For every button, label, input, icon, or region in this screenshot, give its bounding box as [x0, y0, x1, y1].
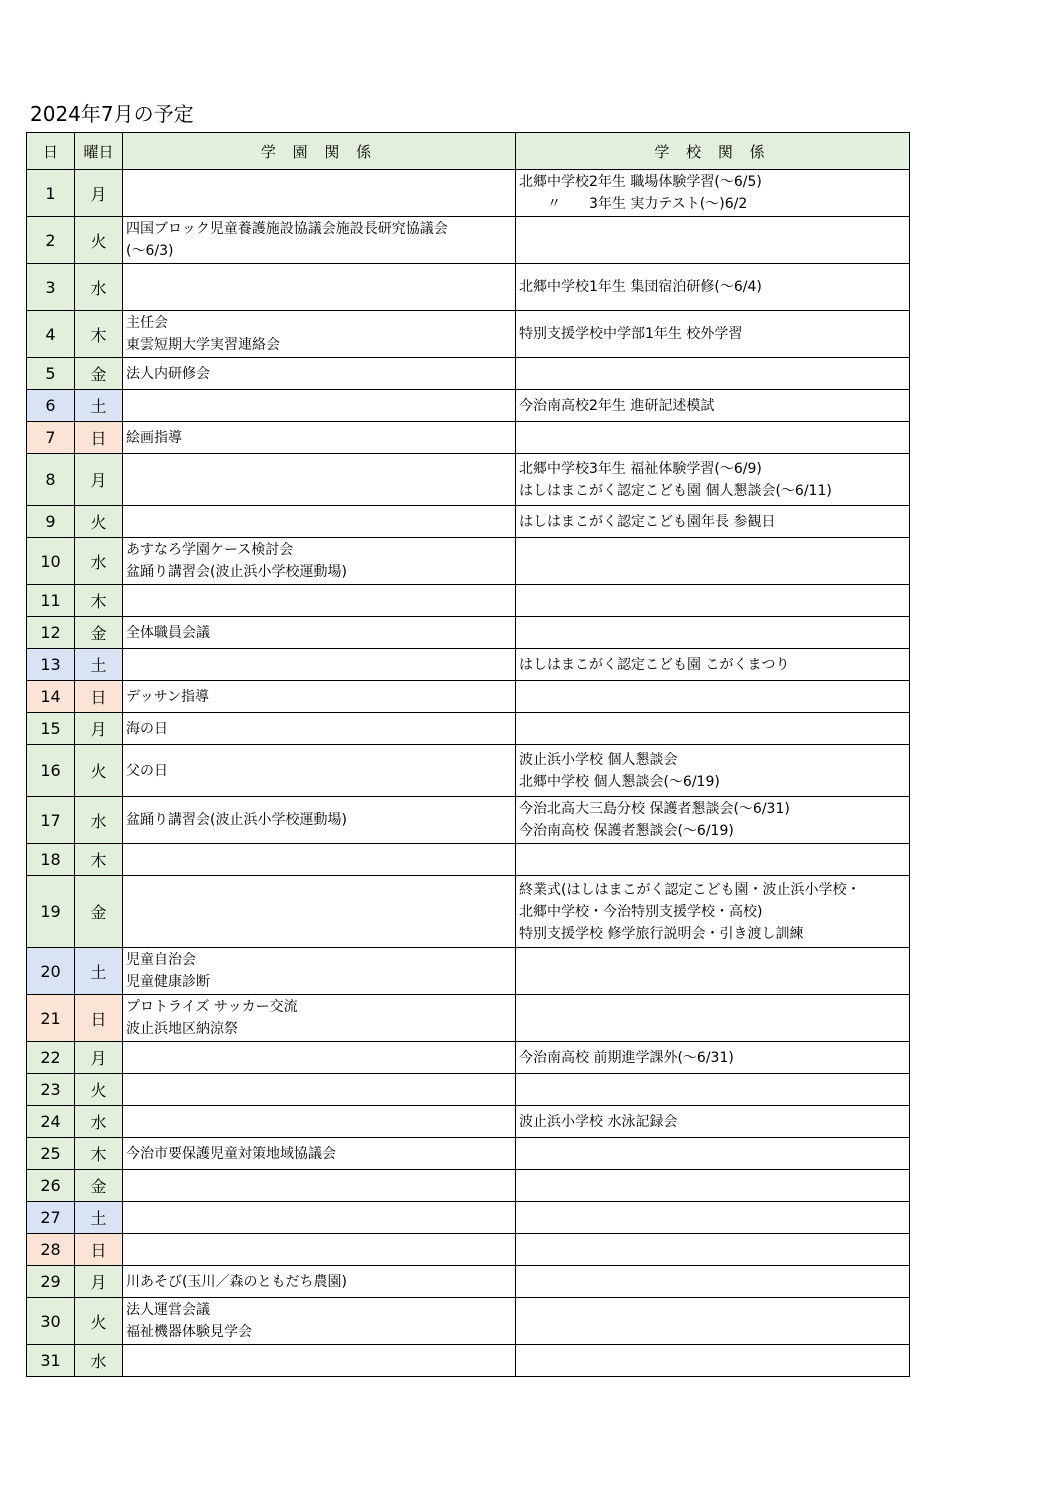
gakko-cell [516, 745, 910, 797]
gakuen-cell [123, 681, 516, 713]
event-line: 北郷中学校・今治特別支援学校・高校) [519, 903, 763, 920]
gakuen-cell [123, 1202, 516, 1234]
event-line: 福祉機器体験見学会 [126, 1324, 252, 1340]
day-cell: 10 [27, 538, 75, 585]
gakuen-cell [123, 995, 516, 1042]
gakko-cell [516, 948, 910, 995]
schedule-row [27, 1202, 910, 1234]
day-cell: 30 [27, 1298, 75, 1345]
event-line: 四国ブロック児童養護施設協議会施設長研究協議会 [126, 221, 448, 237]
gakko-cell [516, 390, 910, 422]
weekday-cell: 土 [75, 1202, 123, 1234]
header-row [27, 133, 910, 170]
schedule-row [27, 1042, 910, 1074]
schedule-row [27, 713, 910, 745]
gakuen-cell [123, 506, 516, 538]
gakuen-cell [123, 454, 516, 506]
gakuen-cell [123, 844, 516, 876]
gakko-cell [516, 454, 910, 506]
weekday-cell: 木 [75, 585, 123, 617]
gakko-cell [516, 681, 910, 713]
event-line: 今治南高校 前期進学課外(～6/31) [519, 1049, 734, 1066]
gakuen-cell [123, 264, 516, 311]
gakko-cell [516, 170, 910, 217]
gakuen-cell [123, 745, 516, 797]
gakuen-cell [123, 170, 516, 217]
gakko-cell [516, 264, 910, 311]
event-line: 主任会 [126, 315, 168, 331]
gakko-cell [516, 217, 910, 264]
schedule-row [27, 649, 910, 681]
day-cell: 5 [27, 358, 75, 390]
event-line: 児童自治会 [126, 952, 196, 968]
gakko-cell [516, 506, 910, 538]
weekday-cell: 火 [75, 1298, 123, 1345]
weekday-cell: 水 [75, 1345, 123, 1377]
gakko-cell [516, 995, 910, 1042]
weekday-cell: 木 [75, 844, 123, 876]
gakko-cell [516, 713, 910, 745]
weekday-cell: 日 [75, 995, 123, 1042]
event-line: 海の日 [126, 720, 168, 737]
event-line: デッサン指導 [126, 688, 210, 705]
weekday-cell: 金 [75, 358, 123, 390]
gakuen-cell [123, 1106, 516, 1138]
schedule-row [27, 797, 910, 844]
header-gakuen: 学 園 関 係 [123, 133, 516, 170]
day-cell: 31 [27, 1345, 75, 1377]
event-line: 波止浜小学校 水泳記録会 [519, 1113, 678, 1130]
event-line: 〃 3年生 実力テスト(～)6/2 [519, 196, 748, 212]
schedule-row [27, 170, 910, 217]
schedule-row [27, 538, 910, 585]
schedule-row [27, 617, 910, 649]
gakuen-cell [123, 217, 516, 264]
day-cell: 25 [27, 1138, 75, 1170]
gakko-cell [516, 1298, 910, 1345]
day-cell: 29 [27, 1266, 75, 1298]
event-line: 東雲短期大学実習連絡会 [126, 337, 280, 353]
page-title: 2024年7月の予定 [30, 102, 194, 126]
gakuen-cell [123, 1298, 516, 1345]
event-line: 北郷中学校1年生 集団宿泊研修(～6/4) [519, 279, 762, 295]
event-line: (～6/3) [126, 243, 174, 259]
schedule-row [27, 948, 910, 995]
day-cell: 1 [27, 170, 75, 217]
gakuen-cell [123, 948, 516, 995]
schedule-row [27, 454, 910, 506]
schedule-row [27, 217, 910, 264]
event-line: 全体職員会議 [126, 624, 210, 641]
event-line: 特別支援学校中学部1年生 校外学習 [519, 326, 743, 342]
gakuen-cell [123, 1266, 516, 1298]
day-cell: 27 [27, 1202, 75, 1234]
schedule-row [27, 844, 910, 876]
gakko-cell [516, 1345, 910, 1377]
schedule-row [27, 876, 910, 948]
event-line: はしはまこがく認定こども園 こがくまつり [519, 656, 790, 673]
weekday-cell: 水 [75, 538, 123, 585]
weekday-cell: 月 [75, 1042, 123, 1074]
gakko-cell [516, 1074, 910, 1106]
gakko-cell [516, 797, 910, 844]
weekday-cell: 月 [75, 170, 123, 217]
gakko-cell [516, 311, 910, 358]
day-cell: 8 [27, 454, 75, 506]
gakuen-cell [123, 649, 516, 681]
event-line: 今治北高大三島分校 保護者懇談会(～6/31) [519, 801, 790, 817]
header-day: 日 [27, 133, 75, 170]
weekday-cell: 日 [75, 1234, 123, 1266]
gakko-cell [516, 538, 910, 585]
schedule-row [27, 1106, 910, 1138]
weekday-cell: 土 [75, 390, 123, 422]
day-cell: 16 [27, 745, 75, 797]
schedule-row [27, 390, 910, 422]
weekday-cell: 火 [75, 745, 123, 797]
schedule-row [27, 1138, 910, 1170]
event-line: 今治南高校 保護者懇談会(～6/19) [519, 823, 734, 839]
weekday-cell: 月 [75, 454, 123, 506]
schedule-row [27, 681, 910, 713]
day-cell: 20 [27, 948, 75, 995]
gakuen-cell [123, 1042, 516, 1074]
day-cell: 21 [27, 995, 75, 1042]
event-line: 法人運営会議 [126, 1302, 210, 1318]
gakuen-cell [123, 1345, 516, 1377]
day-cell: 6 [27, 390, 75, 422]
header-weekday: 曜日 [75, 133, 123, 170]
gakko-cell [516, 617, 910, 649]
gakko-cell [516, 422, 910, 454]
event-line: 盆踊り講習会(波止浜小学校運動場) [126, 564, 347, 580]
gakuen-cell [123, 311, 516, 358]
event-line: 絵画指導 [126, 429, 182, 446]
day-cell: 18 [27, 844, 75, 876]
event-line: 終業式(はしはまこがく認定こども園・波止浜小学校・ [519, 881, 861, 898]
gakko-cell [516, 844, 910, 876]
gakko-cell [516, 649, 910, 681]
schedule-row [27, 585, 910, 617]
day-cell: 17 [27, 797, 75, 844]
weekday-cell: 木 [75, 1138, 123, 1170]
event-line: 特別支援学校 修学旅行説明会・引き渡し訓練 [519, 925, 804, 942]
weekday-cell: 土 [75, 948, 123, 995]
event-line: あすなろ学園ケース検討会 [126, 542, 294, 558]
day-cell: 13 [27, 649, 75, 681]
event-line: 法人内研修会 [126, 365, 210, 382]
schedule-row [27, 995, 910, 1042]
gakuen-cell [123, 1074, 516, 1106]
day-cell: 15 [27, 713, 75, 745]
schedule-row [27, 1074, 910, 1106]
gakuen-cell [123, 538, 516, 585]
weekday-cell: 火 [75, 1074, 123, 1106]
event-line: 北郷中学校2年生 職場体験学習(～6/5) [519, 174, 762, 190]
gakko-cell [516, 1042, 910, 1074]
event-line: 父の日 [126, 762, 168, 779]
day-cell: 26 [27, 1170, 75, 1202]
day-cell: 11 [27, 585, 75, 617]
gakko-cell [516, 585, 910, 617]
weekday-cell: 日 [75, 422, 123, 454]
event-line: 今治市要保護児童対策地域協議会 [126, 1145, 336, 1162]
schedule-row [27, 422, 910, 454]
schedule-row [27, 1266, 910, 1298]
gakko-cell [516, 1138, 910, 1170]
weekday-cell: 月 [75, 1266, 123, 1298]
weekday-cell: 火 [75, 506, 123, 538]
gakko-cell [516, 1266, 910, 1298]
weekday-cell: 木 [75, 311, 123, 358]
event-line: 盆踊り講習会(波止浜小学校運動場) [126, 812, 347, 828]
gakko-cell [516, 1234, 910, 1266]
gakko-cell [516, 1106, 910, 1138]
event-line: 北郷中学校3年生 福祉体験学習(～6/9) [519, 460, 762, 477]
gakuen-cell [123, 797, 516, 844]
event-line: 今治南高校2年生 進研記述模試 [519, 397, 715, 414]
day-cell: 24 [27, 1106, 75, 1138]
weekday-cell: 月 [75, 713, 123, 745]
day-cell: 7 [27, 422, 75, 454]
schedule-row [27, 1234, 910, 1266]
gakko-cell [516, 1170, 910, 1202]
gakuen-cell [123, 1170, 516, 1202]
weekday-cell: 水 [75, 264, 123, 311]
gakuen-cell [123, 1138, 516, 1170]
event-line: 北郷中学校 個人懇談会(～6/19) [519, 773, 720, 790]
schedule-row [27, 1170, 910, 1202]
gakuen-cell [123, 1234, 516, 1266]
gakuen-cell [123, 358, 516, 390]
event-line: 川あそび(玉川／森のともだち農園) [126, 1273, 347, 1290]
day-cell: 4 [27, 311, 75, 358]
weekday-cell: 火 [75, 217, 123, 264]
schedule-row [27, 1298, 910, 1345]
schedule-row [27, 1345, 910, 1377]
weekday-cell: 土 [75, 649, 123, 681]
day-cell: 28 [27, 1234, 75, 1266]
schedule-row [27, 506, 910, 538]
day-cell: 23 [27, 1074, 75, 1106]
weekday-cell: 水 [75, 1106, 123, 1138]
weekday-cell: 金 [75, 1170, 123, 1202]
schedule-row [27, 358, 910, 390]
schedule-row [27, 745, 910, 797]
gakuen-cell [123, 617, 516, 649]
gakuen-cell [123, 422, 516, 454]
header-gakko: 学 校 関 係 [516, 133, 910, 170]
schedule-body [27, 170, 910, 1377]
gakuen-cell [123, 585, 516, 617]
event-line: はしはまこがく認定こども園年長 参観日 [519, 513, 776, 530]
weekday-cell: 金 [75, 876, 123, 948]
schedule-table [26, 132, 910, 1377]
gakko-cell [516, 876, 910, 948]
event-line: 波止浜小学校 個人懇談会 [519, 751, 678, 768]
day-cell: 22 [27, 1042, 75, 1074]
weekday-cell: 水 [75, 797, 123, 844]
day-cell: 14 [27, 681, 75, 713]
gakko-cell [516, 358, 910, 390]
day-cell: 3 [27, 264, 75, 311]
schedule-row [27, 311, 910, 358]
day-cell: 19 [27, 876, 75, 948]
event-line: 波止浜地区納涼祭 [126, 1021, 238, 1037]
gakuen-cell [123, 713, 516, 745]
event-line: プロトライズ サッカー交流 [126, 999, 298, 1015]
day-cell: 2 [27, 217, 75, 264]
gakuen-cell [123, 876, 516, 948]
gakko-cell [516, 1202, 910, 1234]
weekday-cell: 金 [75, 617, 123, 649]
day-cell: 9 [27, 506, 75, 538]
weekday-cell: 日 [75, 681, 123, 713]
gakuen-cell [123, 390, 516, 422]
event-line: 児童健康診断 [126, 974, 210, 990]
event-line: はしはまこがく認定こども園 個人懇談会(～6/11) [519, 482, 832, 499]
day-cell: 12 [27, 617, 75, 649]
schedule-row [27, 264, 910, 311]
